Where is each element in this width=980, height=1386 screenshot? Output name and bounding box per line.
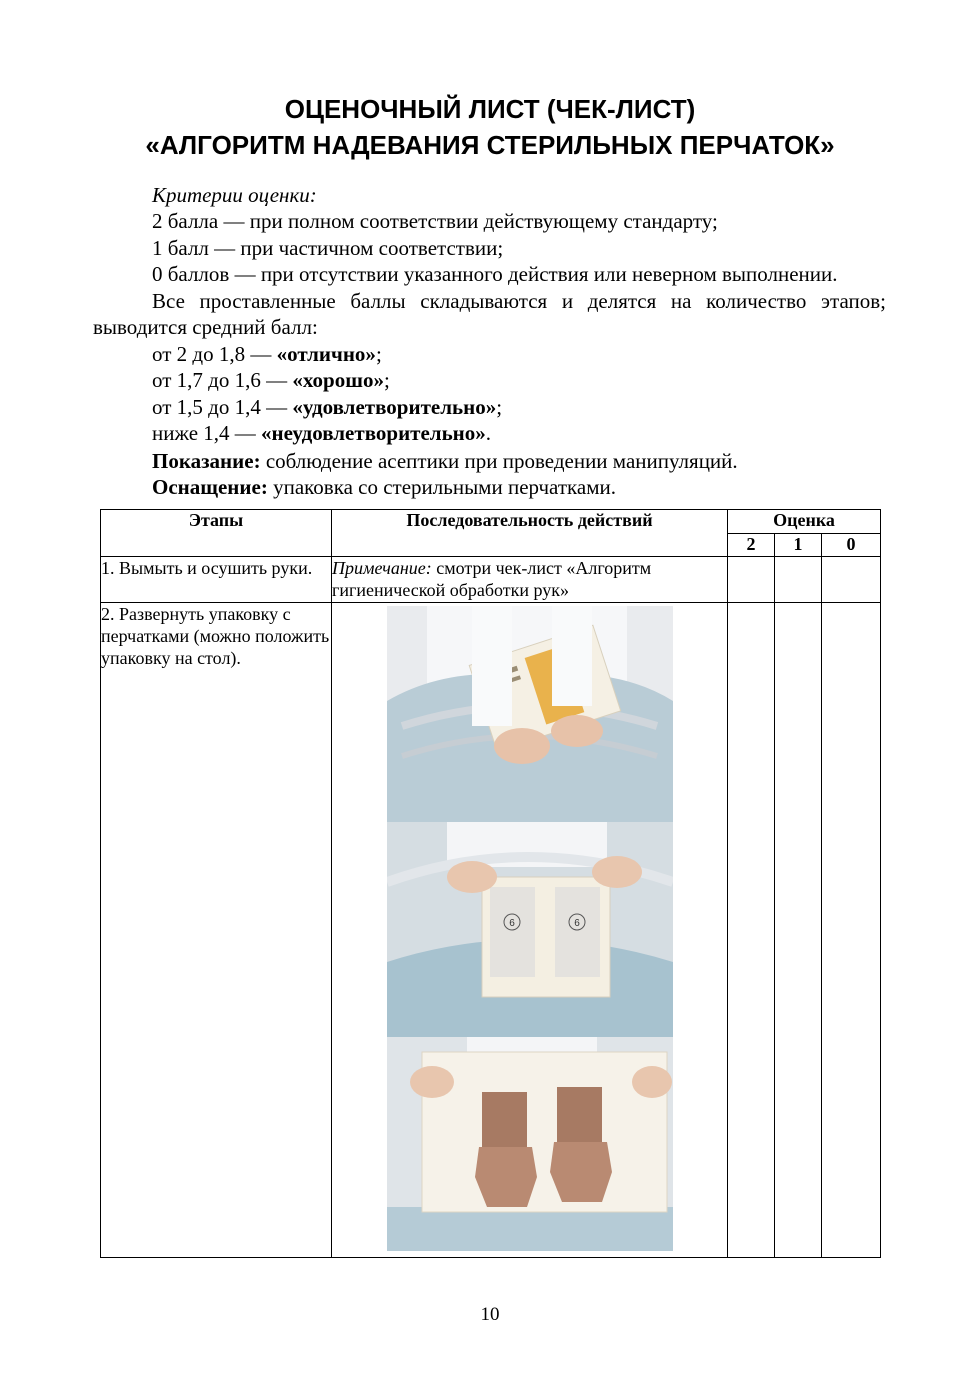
grade-unsatisfactory — [152, 420, 491, 446]
grade-label: «удовлетворительно» — [292, 395, 497, 419]
action-cell — [332, 557, 728, 603]
grade-label: «отлично» — [276, 342, 376, 366]
score-cell-0[interactable] — [822, 557, 881, 603]
criteria-heading: Критерии оценки: — [152, 183, 317, 207]
page-number: 10 — [480, 1304, 500, 1325]
header-score: Оценка — [728, 510, 881, 534]
criteria-2-points: 2 балла — при полном соответствии действующему стандарту; — [152, 209, 718, 233]
equipment-text: упаковка со стерильными перчатками. — [267, 475, 616, 499]
note-label: Примечание: — [332, 558, 432, 578]
header-actions: Последовательность действий — [332, 510, 728, 557]
equipment — [152, 474, 616, 500]
indication — [152, 448, 738, 474]
note-text: смотри чек-лист «Алгоритм гигиенической обработки рук» — [332, 558, 652, 600]
table-row — [101, 603, 881, 1258]
score-cell-2[interactable] — [728, 557, 775, 603]
grade-satisfactory — [152, 394, 502, 420]
score-cell-1[interactable] — [775, 557, 822, 603]
indication-label: Показание: — [152, 449, 261, 473]
grade-excellent — [152, 341, 382, 367]
criteria-summary-text: Все проставленные баллы складываются и делятся на количество этапов; выводится средний балл: — [93, 289, 886, 339]
grade-label: «хорошо» — [292, 368, 384, 392]
score-cell-0[interactable] — [822, 603, 881, 1258]
criteria-summary — [93, 288, 886, 340]
score-cell-2[interactable] — [728, 603, 775, 1258]
photo-unfolding-package — [387, 822, 673, 1037]
grade-good — [152, 367, 390, 393]
grade-range: от 1,7 до 1,6 — — [152, 368, 293, 392]
grade-range: от 2 до 1,8 — — [152, 342, 277, 366]
page-title-line-1: ОЦЕНОЧНЫЙ ЛИСТ (ЧЕК-ЛИСТ) — [284, 94, 696, 124]
grade-range: от 1,5 до 1,4 — — [152, 395, 293, 419]
equipment-label: Оснащение: — [152, 475, 268, 499]
header-score-2: 2 — [728, 534, 775, 557]
header-score-1: 1 — [775, 534, 822, 557]
grade-label: «неудовлетворительно» — [261, 421, 486, 445]
stage-cell — [101, 603, 332, 1258]
grade-end: . — [485, 421, 492, 445]
checklist-table — [100, 509, 881, 1258]
header-score-0: 0 — [822, 534, 881, 557]
criteria-1-point: 1 балл — при частичном соответствии; — [152, 236, 504, 260]
stage-text: 1. Вымыть и осушить руки. — [101, 558, 313, 578]
photo-opened-gloves — [387, 1037, 673, 1251]
photo-opening-package — [387, 606, 673, 822]
score-cell-1[interactable] — [775, 603, 822, 1258]
grade-end: ; — [496, 395, 503, 419]
stage-text: 2. Развернуть упаковку с перчатками (можно положить упаковку на стол). — [101, 604, 330, 668]
svg-text:6: 6 — [574, 918, 580, 929]
action-photos — [332, 603, 728, 1258]
table-row — [101, 557, 881, 603]
grade-end: ; — [383, 368, 390, 392]
criteria-0-points: 0 баллов — при отсутствии указанного действия или неверном выполнении. — [152, 262, 838, 286]
header-stages: Этапы — [101, 510, 332, 557]
page-title-line-2: «АЛГОРИТМ НАДЕВАНИЯ СТЕРИЛЬНЫХ ПЕРЧАТОК» — [145, 130, 835, 160]
stage-cell — [101, 557, 332, 603]
grade-end: ; — [375, 342, 382, 366]
grade-range: ниже 1,4 — — [152, 421, 262, 445]
indication-text: соблюдение асептики при проведении манипуляций. — [260, 449, 738, 473]
svg-text:6: 6 — [509, 918, 515, 929]
